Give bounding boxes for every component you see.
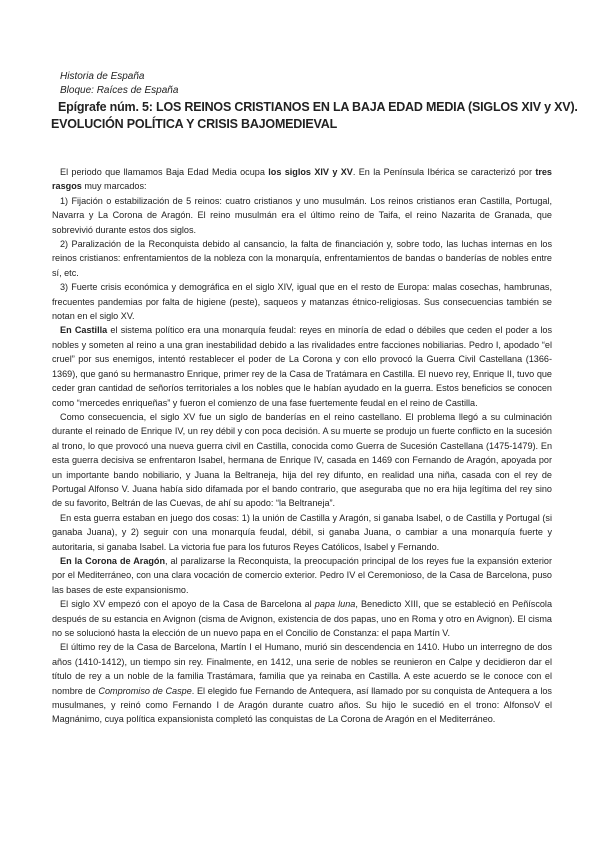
block-label: Bloque: Raíces de España	[60, 85, 179, 96]
caspe-paragraph	[52, 640, 552, 726]
intro-bold-2: tres rasgos	[52, 167, 552, 192]
list-item: 2) Paralización de la Reconquista debido al cansancio, la falta de financiación y, sobre todo, las luchas internas en los reinos cristianos: enfrentamientos de la nobleza con la monarquía, enfrentamientos de bandas o banderías de nobles entre sí, etc.	[52, 239, 552, 278]
intro-text-2: . En la Península Ibérica se caracterizó por	[352, 167, 536, 177]
subject-label: Historia de España	[60, 71, 145, 82]
document-body	[52, 165, 552, 727]
aragon-text: , al paralizarse la Reconquista, la preocupación principal de los reyes fue la expansión exterior por el Mediterráneo, con una clara vocación de comercio exterior. Pedro IV el Ceremonioso, de la Casa de Barcelona, puso las bases de este expansionismo.	[52, 555, 552, 595]
caspe-text-2: . El elegido fue Fernando de Antequera, así llamado por su conquista de Antequera a los musulmanes, y reinó como Fernando I de Aragón durante cuatro años. Su hijo le sucedió en el trono: AlfonsoV el Magnánimo, cuya política expansionista completó las conquistas de La Corona de Aragón en el Mediterráneo.	[52, 685, 552, 725]
page-title	[51, 99, 578, 133]
castilla-paragraph	[52, 323, 552, 409]
list-item: 1) Fijación o estabilización de 5 reinos: cuatro cristianos y uno musulmán. Los reinos cristianos eran Castilla, Portugal, Navarra y La Corona de Aragón. El reino musulmán era el último reino de Taifa, el reino Nazarita de Granada, que sobrevivió durante estos dos siglos.	[52, 195, 552, 235]
aragon-paragraph	[52, 554, 552, 597]
cisma-text-2: , Benedicto XIII, que se estableció en Peñíscola después de su estancia en Avignon (cisma de Avignon, existencia de dos papas, uno en Roma y otro en Avignon). El cisma no se solucionó hasta la elección de un nuevo papa en el Concilio de Constanza: el papa Martín V.	[52, 599, 553, 638]
intro-bold-1: los siglos XIV y XV	[268, 167, 353, 177]
caspe-italic: Compromiso de Caspe	[98, 685, 192, 696]
cisma-italic: papa luna	[314, 599, 356, 610]
guerra-paragraph: En esta guerra estaban en juego dos cosas: 1) la unión de Castilla y Aragón, si ganaba Isabel, o de Castilla y Portugal (si ganaba Juana), y 2) seguir con una monarquía feudal, débil, si ganaba Juana, o cambiar a una monarquía fuerte y autoritaria, si ganaba Isabel. La victoria fue para los futuros Reyes Católicos, Isabel y Fernando.	[52, 512, 552, 552]
list-item: 3) Fuerte crisis económica y demográfica en el siglo XIV, igual que en el resto de Europa: malas cosechas, hambrunas, frecuentes pandemias por falta de higiene (peste), saqueos y matanzas étnico-religiosas. Sus consecuencias también se notan en el siglo XV.	[52, 282, 552, 322]
consecuencia-paragraph: Como consecuencia, el siglo XV fue un siglo de banderías en el reino castellano. El problema llegó a su culminación durante el reinado de Enrique IV, un rey débil y con poca decisión. A su muerte se produjo un fuerte conflicto en la sucesión al trono, lo que provocó una nueva guerra civil en Castilla, conocida como Guerra de Sucesión Castellana (1475-1479). En esta guerra decisiva se enfrentaron Isabel, hermana de Enrique IV, casada en 1469 con Fernando de Aragón, apoyada por un importante bando nobiliario, y Juana la Beltraneja, hija del rey difunto, en realidad una niña, casada con el rey de Portugal Alfonso V. Juana había sido difamada por el bando contrario, que aseguraba que no era hija legítima del rey sino de su favorito, Beltrán de las Cuevas, de ahí su apodo: “la Beltraneja”.	[52, 411, 552, 509]
aragon-bold: En la Corona de Aragón	[60, 555, 166, 566]
document-header	[51, 70, 578, 133]
cisma-paragraph	[52, 597, 552, 640]
castilla-bold: En Castilla	[60, 325, 108, 336]
title-line-1: Epígrafe núm. 5: LOS REINOS CRISTIANOS EN LA BAJA EDAD MEDIA (SIGLOS XIV y XV).	[58, 100, 578, 114]
intro-text-3: muy marcados:	[81, 181, 147, 192]
title-line-2: EVOLUCIÓN POLÍTICA Y CRISIS BAJOMEDIEVAL	[51, 117, 338, 131]
intro-text-1: El periodo que llamamos Baja Edad Media ocupa	[60, 167, 269, 177]
cisma-text-1: El siglo XV empezó con el apoyo de la Casa de Barcelona al	[60, 599, 315, 610]
castilla-text: el sistema político era una monarquía feudal: reyes en minoría de edad o débiles que ceden el poder a los nobles y someten al reino a una gran inestabilidad debido a las rivalidades entre facciones nobiliarias. Pedro I, apodado “el cruel” por sus enemigos, intentó restablecer el poder de La Corona y con ello provocó la Guerra Civil Castellana (1366-1369), que ganó su hermanastro Enrique, primer rey de la Casa de Tratámara en Castilla. El nuevo rey, Enrique II, tuvo que ceder gran cantidad de señoríos territoriales a los nobles que le habían ayudado en la guerra. Estos beneficios se conocen como “mercedes enriqueñas” y fueron el comienzo de una fase fuertemente feudal en el reino de Castilla.	[52, 325, 552, 408]
intro-paragraph	[52, 165, 552, 194]
caspe-text-1: El último rey de la Casa de Barcelona, Martín I el Humano, murió sin descendencia en 1410. Hubo un interregno de dos años (1410-1412), un tiempo sin rey. Finalmente, en 1412, una serie de nobles se reunieron en Calpe y decidieron dar el título de rey a un noble de la familia Trastámara, familia que ya reinaba en Castilla. A este acuerdo se le conoce con el nombre de	[52, 642, 552, 696]
